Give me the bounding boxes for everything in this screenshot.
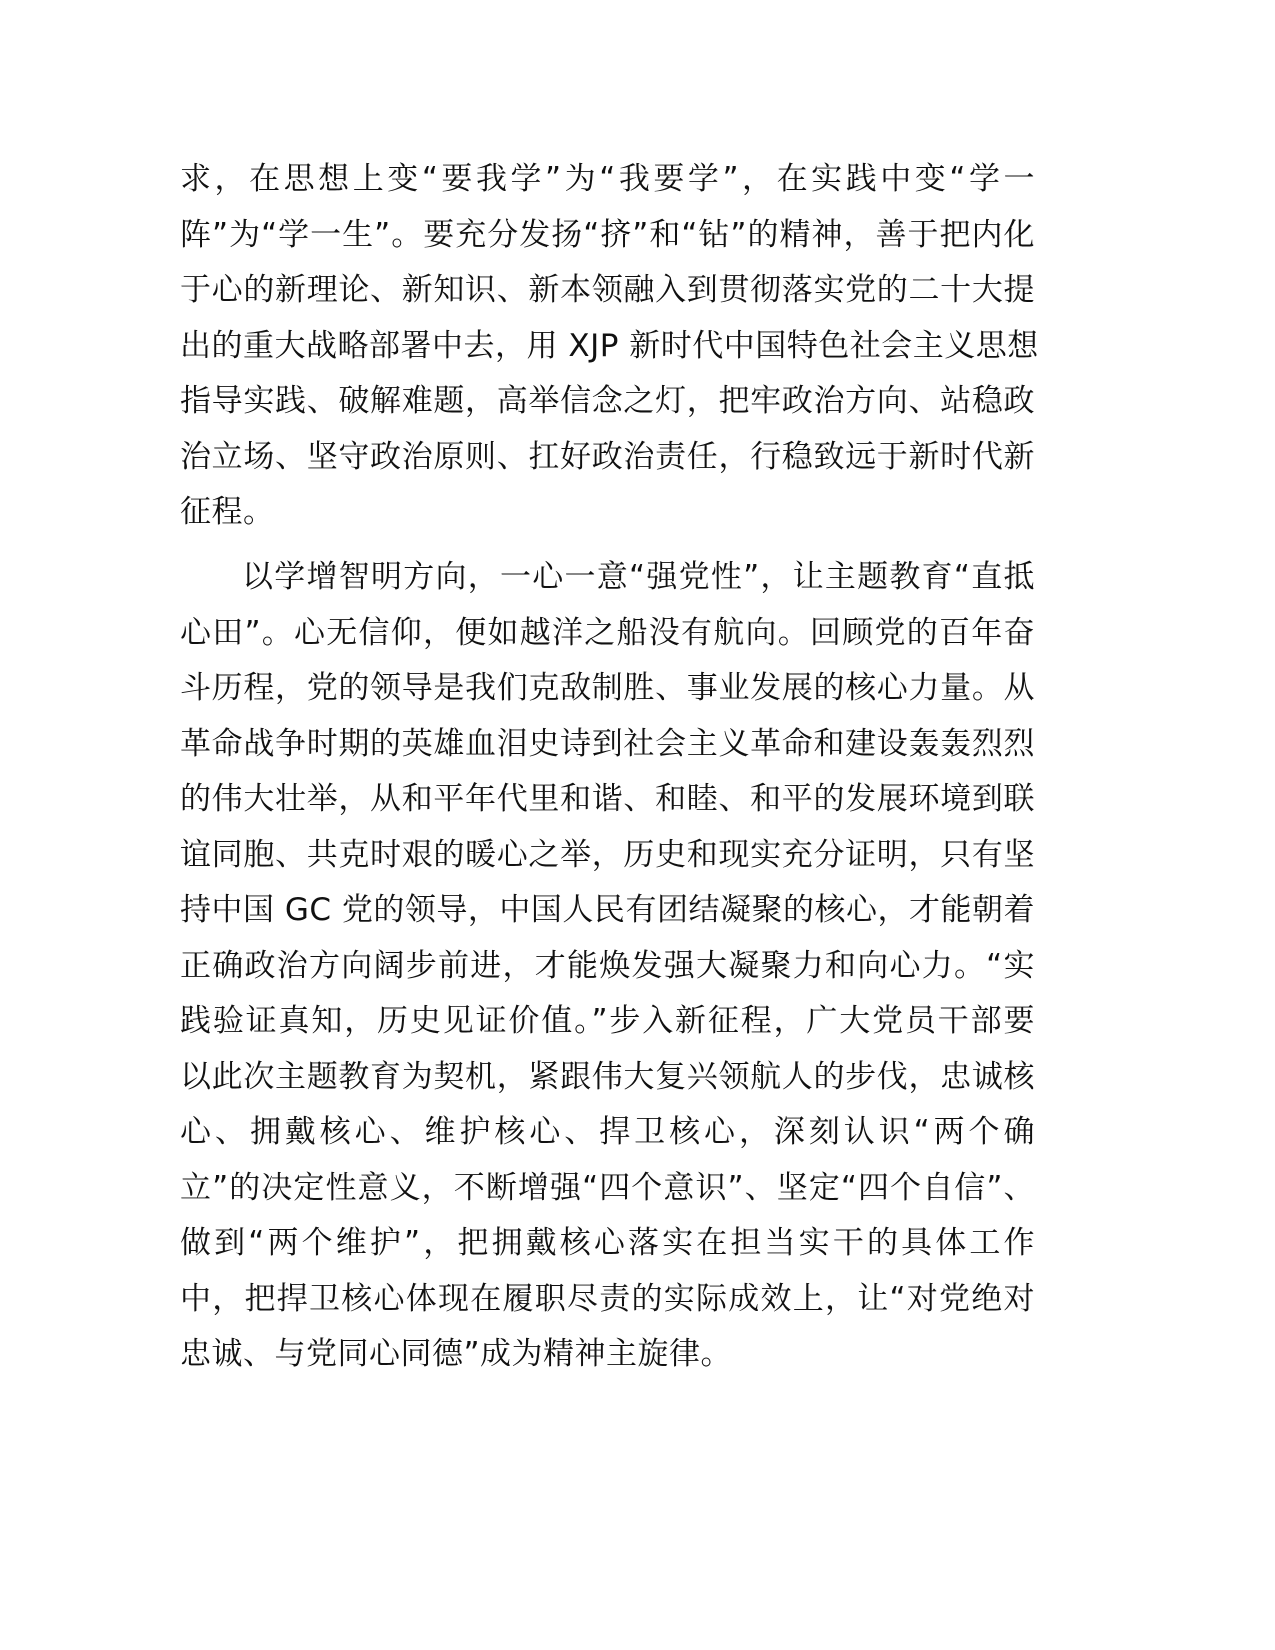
text-line: 斗历程，党的领导是我们克敌制胜、事业发展的核心力量。从 — [180, 670, 1035, 706]
text-line: 心、拥戴核心、维护核心、捍卫核心，深刻认识“两个确 — [180, 1114, 1035, 1150]
text-line: 以学增智明方向，一心一意“强党性”，让主题教育“直抵 — [242, 559, 1035, 595]
text-line: 持中国 GC 党的领导，中国人民有团结凝聚的核心，才能朝着 — [180, 892, 1035, 928]
text-line: 的伟大壮举，从和平年代里和谐、和睦、和平的发展环境到联 — [180, 781, 1035, 817]
text-line: 中，把捍卫核心体现在履职尽责的实际成效上，让“对党绝对 — [180, 1280, 1035, 1317]
text-line: 于心的新理论、新知识、新本领融入到贯彻落实党的二十大提 — [180, 272, 1035, 308]
text-line: 求，在思想上变“要我学”为“我要学”，在实践中变“学一 — [180, 161, 1035, 197]
text-line: 出的重大战略部署中去，用 XJP 新时代中国特色社会主义思想 — [180, 327, 1039, 364]
text-line: 革命战争时期的英雄血泪史诗到社会主义革命和建设轰轰烈烈 — [180, 725, 1035, 762]
text-line: 阵”为“学一生”。要充分发扬“挤”和“钻”的精神，善于把内化 — [180, 216, 1035, 253]
text-line: 忠诚、与党同心同德”成为精神主旋律。 — [180, 1336, 733, 1372]
text-line: 心田”。心无信仰，便如越洋之船没有航向。回顾党的百年奋 — [180, 614, 1035, 651]
text-line: 正确政治方向阔步前进，才能焕发强大凝聚力和向心力。“实 — [180, 947, 1035, 984]
text-line: 践验证真知，历史见证价值。”步入新征程，广大党员干部要 — [180, 1003, 1035, 1039]
paragraph-2 — [180, 550, 1035, 1383]
paragraph-1 — [180, 152, 1039, 541]
text-line: 征程。 — [180, 494, 275, 530]
text-line: 治立场、坚守政治原则、扛好政治责任，行稳致远于新时代新 — [180, 438, 1035, 475]
text-line: 立”的决定性意义，不断增强“四个意识”、坚定“四个自信”、 — [180, 1169, 1035, 1206]
text-line: 谊同胞、共克时艰的暖心之举，历史和现实充分证明，只有坚 — [180, 836, 1035, 873]
text-line: 指导实践、破解难题，高举信念之灯，把牢政治方向、站稳政 — [180, 383, 1035, 419]
text-line: 以此次主题教育为契机，紧跟伟大复兴领航人的步伐，忠诚核 — [180, 1058, 1035, 1095]
text-line: 做到“两个维护”，把拥戴核心落实在担当实干的具体工作 — [180, 1225, 1035, 1261]
